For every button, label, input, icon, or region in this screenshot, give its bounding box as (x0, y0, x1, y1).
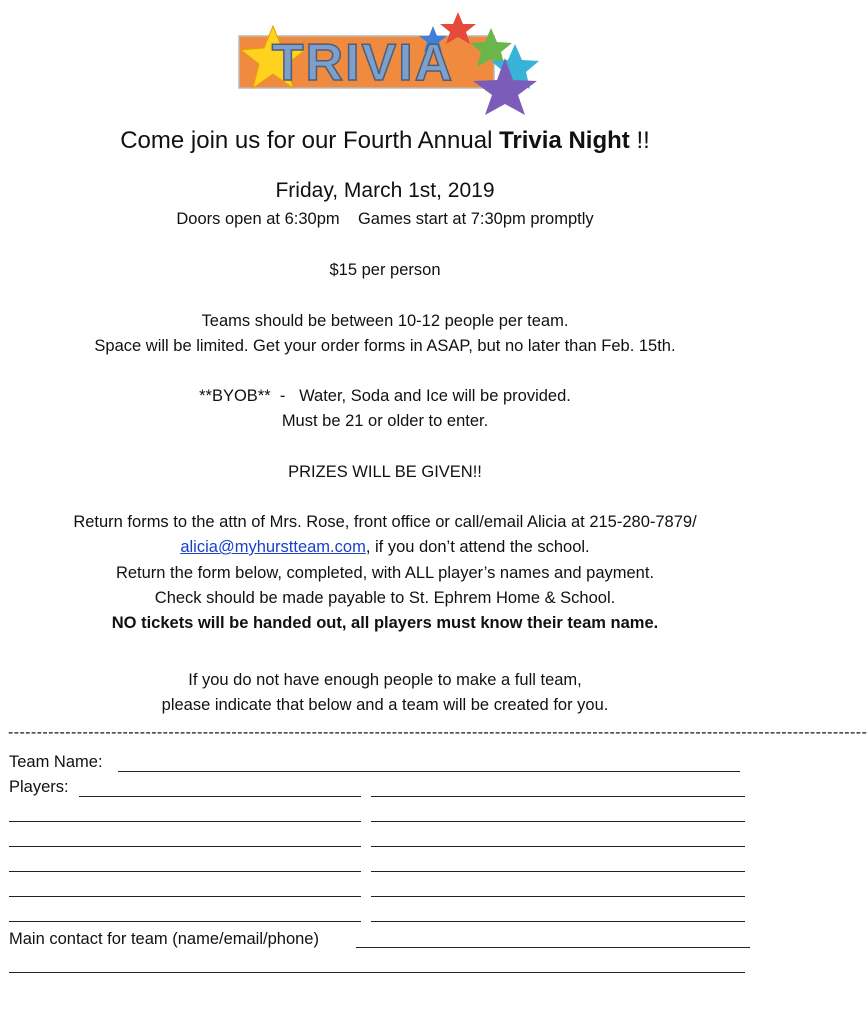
player-field[interactable] (371, 871, 745, 872)
price: $15 per person (329, 261, 441, 279)
player-field[interactable] (79, 796, 361, 797)
byob-line: **BYOB** - Water, Soda and Ice will be provided. (199, 387, 571, 405)
logo-text: TRIVIA (271, 34, 455, 92)
prizes-line: PRIZES WILL BE GIVEN!! (288, 463, 482, 481)
team-name-field[interactable] (118, 771, 740, 772)
player-field[interactable] (9, 921, 361, 922)
not-enough-line-1: If you do not have enough people to make a full team, (188, 671, 582, 689)
player-field[interactable] (9, 896, 361, 897)
return-line-1: Return forms to the attn of Mrs. Rose, front office or call/email Alicia at 215-280-7879/ (73, 513, 697, 531)
player-field[interactable] (371, 896, 745, 897)
intro-prefix: Come join us for our Fourth Annual (120, 127, 493, 154)
not-enough-line-2: please indicate that below and a team will be created for you. (161, 696, 609, 714)
player-field[interactable] (371, 921, 745, 922)
return-line-2 (0, 538, 770, 557)
return-line-2-suffix: , if you don’t attend the school. (365, 538, 590, 556)
player-field[interactable] (371, 821, 745, 822)
event-date: Friday, March 1st, 2019 (275, 179, 495, 202)
intro-bold: Trivia Night (499, 127, 630, 154)
age-line: Must be 21 or older to enter. (281, 412, 489, 430)
event-times: Doors open at 6:30pm Games start at 7:30pm promptly (176, 210, 594, 228)
return-line-5: NO tickets will be handed out, all players must know their team name. (111, 614, 659, 632)
return-line-3: Return the form below, completed, with ALL player’s names and payment. (115, 564, 655, 582)
players-label: Players: (9, 778, 69, 796)
intro-suffix: !! (636, 127, 650, 154)
teams-line-1: Teams should be between 10-12 people per team. (201, 312, 569, 330)
return-line-4: Check should be made payable to St. Ephrem Home & School. (154, 589, 616, 607)
player-field[interactable] (9, 871, 361, 872)
main-contact-field[interactable] (356, 947, 750, 948)
player-field[interactable] (9, 846, 361, 847)
team-name-label: Team Name: (9, 753, 103, 771)
teams-line-2: Space will be limited. Get your order forms in ASAP, but no later than Feb. 15th. (94, 337, 676, 355)
player-field[interactable] (371, 796, 745, 797)
player-field[interactable] (9, 821, 361, 822)
intro-heading (0, 127, 770, 155)
email-link[interactable]: alicia@myhurstteam.com (180, 538, 366, 556)
trivia-logo (235, 10, 550, 115)
main-contact-label: Main contact for team (name/email/phone) (9, 930, 319, 948)
main-contact-field-continued[interactable] (9, 972, 745, 973)
cut-line-divider: ------------------------------------------------------------------------------------------------------------------------------------------------------ (8, 724, 867, 741)
player-field[interactable] (371, 846, 745, 847)
